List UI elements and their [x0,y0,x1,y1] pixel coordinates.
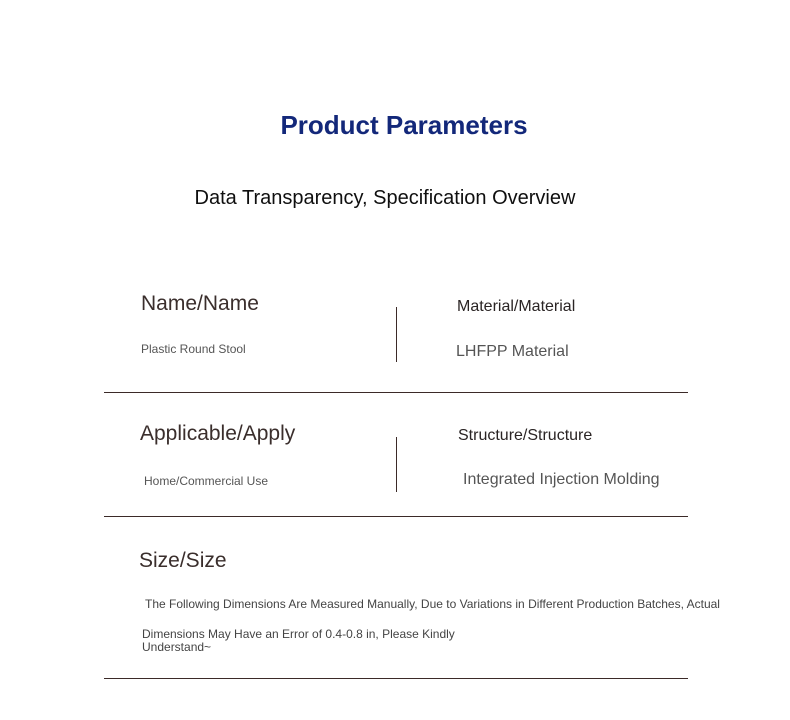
page-subtitle: Data Transparency, Specification Overview [194,187,576,209]
page-title: Product Parameters [280,110,528,140]
apply-value: Home/Commercial Use [144,474,269,488]
structure-value: Integrated Injection Molding [463,471,660,488]
material-value: LHFPP Material [456,343,569,360]
row2-vertical-divider [396,437,397,492]
size-note-line1: The Following Dimensions Are Measured Manually, Due to Variations in Different Production Batches, Actual [145,597,720,611]
size-label: Size/Size [139,549,227,572]
name-value: Plastic Round Stool [141,342,246,356]
material-label: Material/Material [457,298,576,315]
size-note-line3: Understand~ [142,640,212,654]
apply-label: Applicable/Apply [140,422,296,445]
name-label: Name/Name [141,292,259,315]
structure-label: Structure/Structure [458,427,593,444]
row3-divider [104,678,688,679]
row1-vertical-divider [396,307,397,362]
row1-divider [104,392,688,393]
row2-divider [104,516,688,517]
size-note-line2: Dimensions May Have an Error of 0.4-0.8 in, Please Kindly [142,627,455,641]
